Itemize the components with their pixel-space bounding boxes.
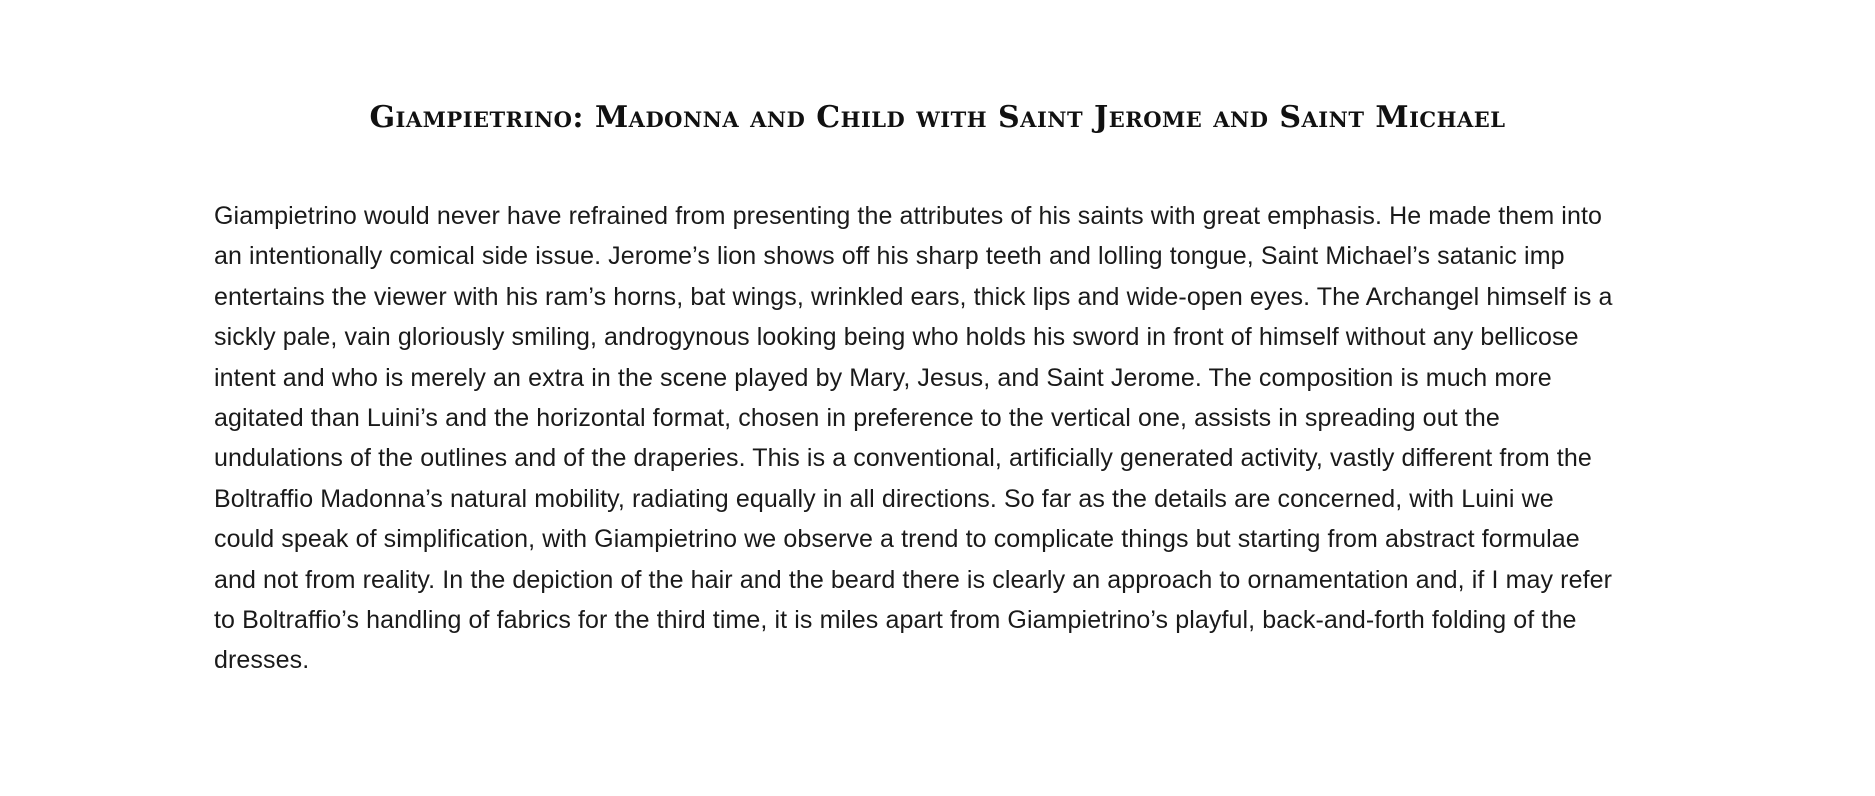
page-title: Giampietrino: Madonna and Child with Saint Jerome and Saint Michael [369,100,1506,135]
article-body-paragraph: Giampietrino would never have refrained from presenting the attributes of his saints with great emphasis. He made them into an intentionally comical side issue. Jerome’s lion shows off his sharp teeth and lolling tongue, Saint Michael’s satanic imp entertains the viewer with his ram’s horns, bat wings, wrinkled ears, thick lips and wide-open eyes. The Archangel himself is a sickly pale, vain gloriously smiling, androgynous looking being who holds his sword in front of himself without any bellicose intent and who is merely an extra in the scene played by Mary, Jesus, and Saint Jerome. The composition is much more agitated than Luini’s and the horizontal format, chosen in preference to the vertical one, assists in spreading out the undulations of the outlines and of the draperies. This is a conventional, artificially generated activity, vastly different from the Boltraffio Madonna’s natural mobility, radiating equally in all directions. So far as the details are concerned, with Luini we could speak of simplification, with Giampietrino we observe a trend to complicate things but starting from abstract formulae and not from reality. In the depiction of the hair and the beard there is clearly an approach to ornamentation and, if I may refer to Boltraffio’s handling of fabrics for the third time, it is miles apart from Giampietrino’s playful, back-and-forth folding of the dresses. [214,202,1613,675]
